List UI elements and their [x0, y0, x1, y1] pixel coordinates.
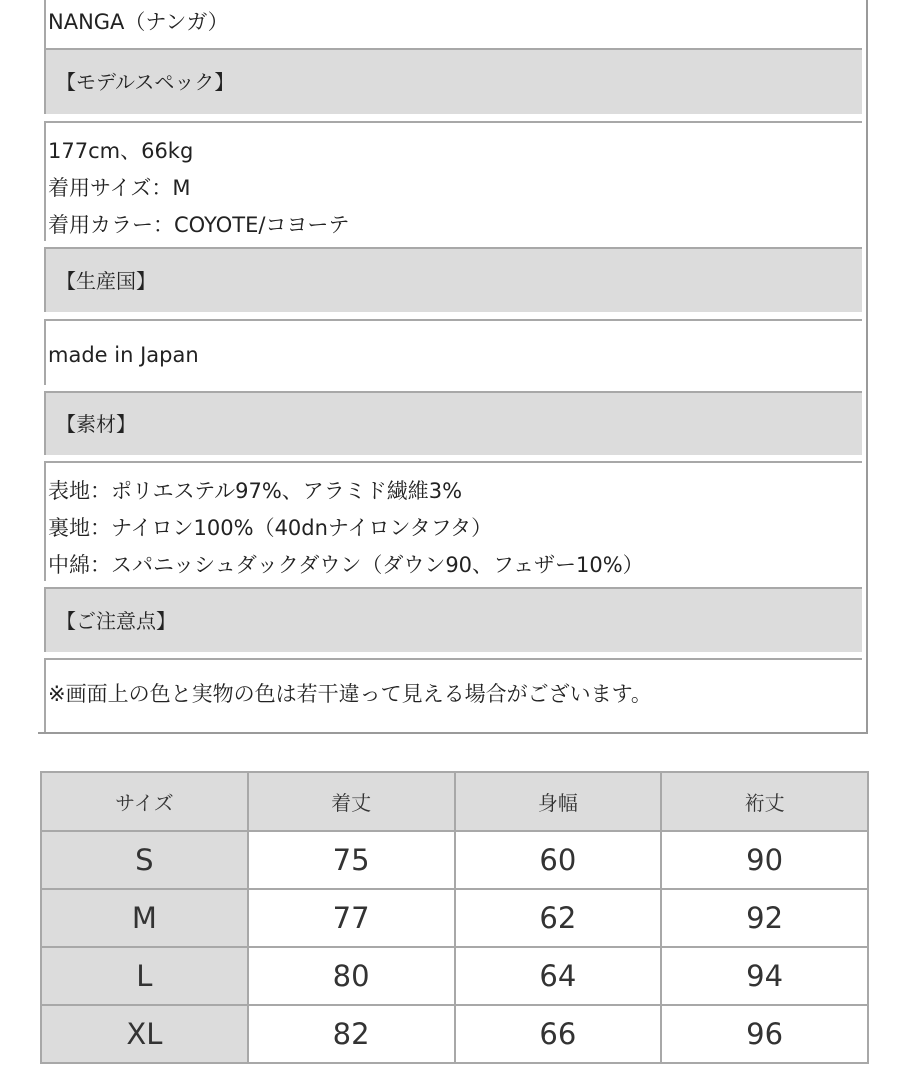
model-spec-line: 177cm、66kg [48, 139, 194, 163]
material-body [44, 461, 862, 581]
size-cell: S [41, 831, 248, 889]
material-heading: 【素材】 [56, 412, 136, 436]
brand-row [44, 0, 862, 48]
length-cell: 80 [248, 947, 455, 1005]
sleeve-cell: 92 [661, 889, 868, 947]
table-row [41, 831, 868, 889]
sleeve-cell: 90 [661, 831, 868, 889]
header-size: サイズ [41, 772, 248, 831]
size-table-header-row [41, 772, 868, 831]
size-cell: M [41, 889, 248, 947]
material-heading-row [44, 391, 862, 455]
header-sleeve: 裄丈 [661, 772, 868, 831]
header-length: 着丈 [248, 772, 455, 831]
header-width: 身幅 [455, 772, 662, 831]
size-table [40, 771, 869, 1064]
model-spec-line: 着用サイズ：M [48, 176, 191, 200]
notes-body [44, 658, 862, 732]
size-cell: XL [41, 1005, 248, 1063]
length-cell: 77 [248, 889, 455, 947]
length-cell: 82 [248, 1005, 455, 1063]
product-info-panel [38, 0, 868, 734]
width-cell: 64 [455, 947, 662, 1005]
material-line: 裏地：ナイロン100%（40dnナイロンタフタ） [48, 516, 493, 540]
table-row [41, 889, 868, 947]
material-line: 中綿：スパニッシュダックダウン（ダウン90、フェザー10%） [48, 553, 644, 577]
origin-body [44, 319, 862, 385]
sleeve-cell: 96 [661, 1005, 868, 1063]
origin-line: made in Japan [48, 343, 199, 367]
brand-name: NANGA（ナンガ） [48, 10, 229, 34]
model-spec-heading-row [44, 48, 862, 114]
width-cell: 62 [455, 889, 662, 947]
table-row [41, 1005, 868, 1063]
width-cell: 66 [455, 1005, 662, 1063]
width-cell: 60 [455, 831, 662, 889]
origin-heading-row [44, 247, 862, 312]
model-spec-body [44, 121, 862, 241]
origin-heading: 【生産国】 [56, 268, 156, 293]
model-spec-heading: 【モデルスペック】 [56, 70, 235, 94]
notes-heading-row [44, 587, 862, 652]
model-spec-line: 着用カラー：COYOTE/コヨーテ [48, 213, 350, 237]
size-cell: L [41, 947, 248, 1005]
notes-heading: 【ご注意点】 [56, 608, 176, 633]
table-row [41, 947, 868, 1005]
material-line: 表地：ポリエステル97%、アラミド繊維3% [48, 479, 463, 503]
notes-line: ※画面上の色と実物の色は若干違って見える場合がございます。 [48, 682, 652, 706]
length-cell: 75 [248, 831, 455, 889]
sleeve-cell: 94 [661, 947, 868, 1005]
